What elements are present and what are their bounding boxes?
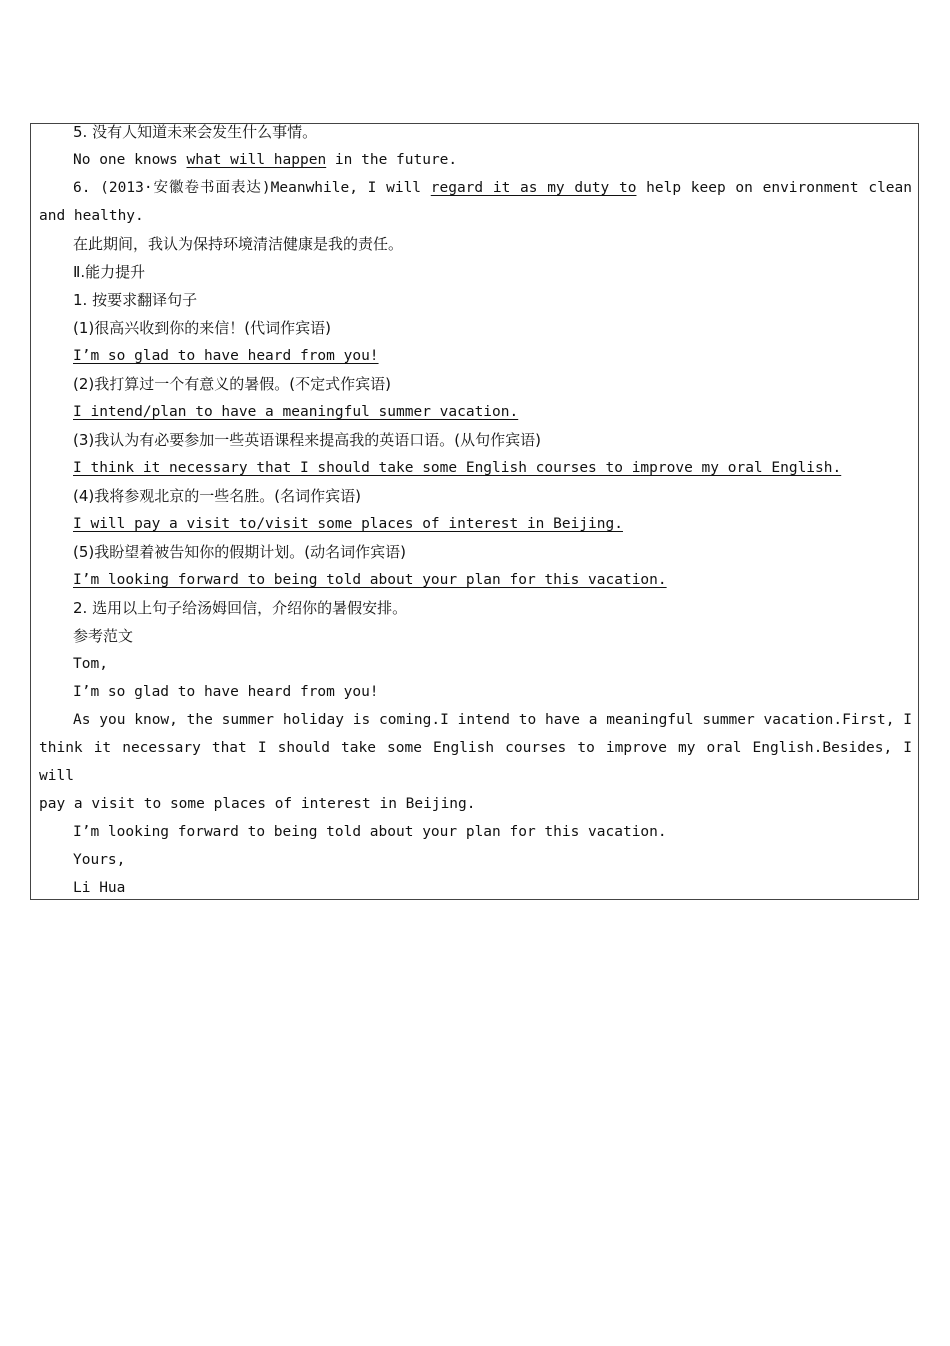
question-2: (2)我打算过一个有意义的暑假。(不定式作宾语) [73, 375, 391, 393]
letter-body-line-3: pay a visit to some places of interest in Beijing. [39, 796, 476, 812]
letter-closing-sentence: I’m looking forward to being told about your plan for this vacation. [73, 824, 667, 840]
letter-body-line-2: think it necessary that I should take some English courses to improve my oral English.Besides, I will [39, 740, 912, 784]
sample-title: 参考范文 [73, 627, 134, 645]
question-3: (3)我认为有必要参加一些英语课程来提高我的英语口语。(从句作宾语) [73, 431, 541, 449]
question-1: (1)很高兴收到你的来信！(代词作宾语) [73, 319, 331, 337]
answer-blank: what will happen [186, 152, 327, 168]
letter-opening: I’m so glad to have heard from you! [73, 684, 379, 700]
question-5: (5)我盼望着被告知你的假期计划。(动名词作宾语) [73, 543, 406, 561]
letter-signature: Li Hua [73, 880, 126, 896]
task-1-heading: 1. 按要求翻译句子 [73, 291, 198, 309]
document-content [39, 118, 912, 902]
item-6-continuation: and healthy. [39, 208, 144, 224]
item-5-answer: No one knows what will happen in the future. [73, 152, 458, 168]
letter-greeting: Tom, [73, 656, 108, 672]
letter-body-line-1: As you know, the summer holiday is coming.I intend to have a meaningful summer vacation.First, I [73, 712, 912, 728]
answer-3: I think it necessary that I should take some English courses to improve my oral English. [73, 460, 842, 476]
answer-5: I’m looking forward to being told about your plan for this vacation. [73, 572, 667, 588]
task-2-heading: 2. 选用以上句子给汤姆回信，介绍你的暑假安排。 [73, 599, 408, 617]
letter-closing: Yours, [73, 852, 126, 868]
item-6-sentence: 6. (2013·安徽卷书面表达)Meanwhile, I will regard it as my duty to help keep on environment clean [73, 180, 912, 196]
answer-1: I’m so glad to have heard from you! [73, 348, 379, 364]
question-4: (4)我将参观北京的一些名胜。(名词作宾语) [73, 487, 361, 505]
answer-blank: regard it as my duty to [430, 180, 637, 196]
answer-4: I will pay a visit to/visit some places of interest in Beijing. [73, 516, 623, 532]
item-6-translation: 在此期间，我认为保持环境清洁健康是我的责任。 [73, 235, 404, 253]
answer-2: I intend/plan to have a meaningful summer vacation. [73, 404, 519, 420]
section-heading: Ⅱ.能力提升 [73, 263, 146, 281]
item-5-question: 5. 没有人知道未来会发生什么事情。 [73, 123, 318, 141]
